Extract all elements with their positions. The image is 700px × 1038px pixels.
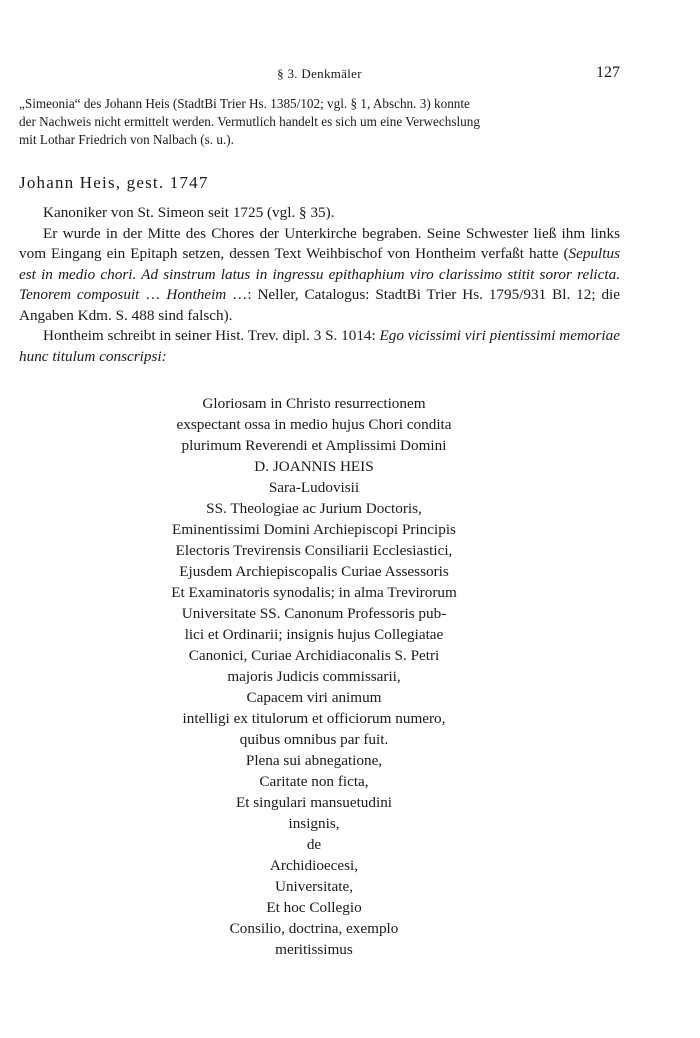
epitaph-line: Et hoc Collegio — [266, 899, 362, 916]
note-line: „Simeonia“ des Johann Heis (StadtBi Trier Hs. 1385/102; vgl. § 1, Abschn. 3) konnte — [19, 96, 470, 111]
epitaph-line: quibus omnibus par fuit. — [239, 731, 389, 748]
latin-quote: Ego vicissimi viri pientissimi memoriae hunc titulum conscripsi: — [19, 327, 620, 365]
epitaph-line: Canonici, Curiae Archidiaconalis S. Petri — [188, 647, 440, 664]
epitaph-line: Sara-Ludovisii — [268, 479, 360, 496]
epitaph-line: insignis, — [288, 815, 340, 832]
note-line: der Nachweis nicht ermittelt werden. Vermutlich handelt es sich um eine Verwechslung — [19, 114, 480, 129]
epitaph-line: exspectant ossa in medio hujus Chori condita — [176, 416, 452, 433]
epitaph-line: majoris Judicis commissarii, — [227, 668, 401, 685]
epitaph-line: Et singulari mansuetudini — [235, 794, 393, 811]
latin-quote: Sepultus est in medio chori. Ad sinstrum latus in ingressu epithaphium viro clarissimo stitit soror relicta. Tenorem composuit — [19, 245, 620, 303]
citation-text: …: Neller, Catalogus: StadtBi Trier Hs. 1795/931 Bl. 12; die Angaben Kdm. S. 488 sind falsch). — [19, 286, 621, 324]
epitaph-line: Universitate, — [274, 878, 354, 895]
epitaph-line: Plena sui abnegatione, — [245, 752, 383, 769]
hontheim-text: Hontheim schreibt in seiner Hist. Trev. dipl. 3 S. 1014: — [43, 327, 380, 344]
epitaph-line: lici et Ordinarii; insignis hujus Collegiatae — [184, 626, 444, 643]
ellipsis: … — [139, 286, 167, 303]
running-title: § 3. Denkmäler — [277, 66, 362, 81]
paragraph-canon: Kanoniker von St. Simeon seit 1725 (vgl. § 35). — [43, 204, 335, 221]
epitaph-line: Et Examinatoris synodalis; in alma Trevirorum — [171, 584, 457, 601]
paragraph-hontheim — [19, 326, 620, 367]
epitaph-line: Universitate SS. Canonum Professoris pub- — [181, 605, 447, 622]
epitaph-line: Gloriosam in Christo resurrectionem — [202, 395, 426, 412]
epitaph-line: Capacem viri animum — [246, 689, 382, 706]
epitaph-inscription — [0, 393, 628, 960]
epitaph-line: meritissimus — [275, 941, 353, 958]
entry-body — [19, 203, 620, 367]
paragraph-burial — [19, 224, 620, 327]
epitaph-line: Caritate non ficta, — [259, 773, 369, 790]
footnote-continuation — [19, 95, 620, 149]
epitaph-line: Electoris Trevirensis Consiliarii Ecclesiastici, — [175, 542, 453, 559]
epitaph-line: D. JOANNIS HEIS — [254, 458, 374, 475]
burial-text: Er wurde in der Mitte des Chores der Unterkirche begraben. Seine Schwester ließ ihm links vom Eingang ein Epitaph setzen, dessen Text Weihbischof von Hontheim verfaßt hatte ( — [19, 224, 620, 262]
epitaph-line: Consilio, doctrina, exemplo — [229, 920, 399, 937]
epitaph-line: Eminentissimi Domini Archiepiscopi Principis — [172, 521, 456, 538]
author-name: Hontheim — [166, 286, 227, 303]
epitaph-line: SS. Theologiae ac Jurium Doctoris, — [206, 500, 422, 517]
epitaph-line: de — [306, 836, 322, 853]
entry-heading: Johann Heis, gest. 1747 — [19, 173, 209, 192]
note-line: mit Lothar Friedrich von Nalbach (s. u.). — [19, 132, 234, 147]
running-header — [19, 64, 620, 84]
epitaph-line: Archidioecesi, — [269, 857, 359, 874]
page-number: 127 — [596, 64, 620, 81]
epitaph-line: plurimum Reverendi et Amplissimi Domini — [181, 437, 447, 454]
epitaph-line: intelligi ex titulorum et officiorum numero, — [182, 710, 446, 727]
epitaph-line: Ejusdem Archiepiscopalis Curiae Assessoris — [179, 563, 449, 580]
